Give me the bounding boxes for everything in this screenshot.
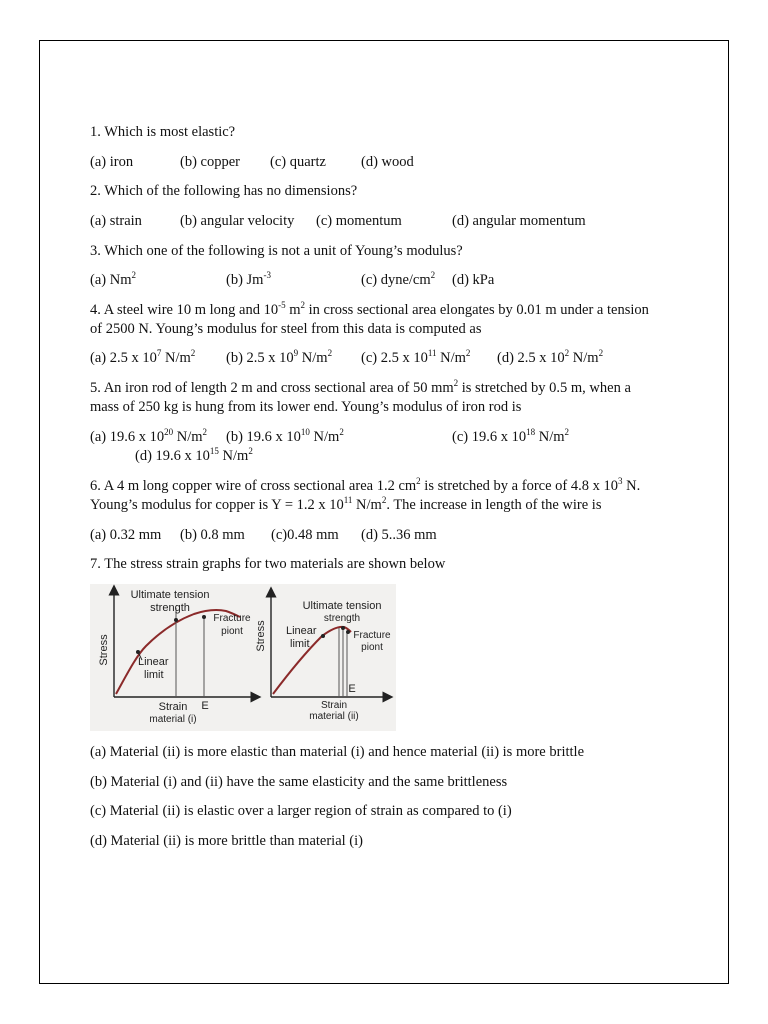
q6-option-d: (d) 5..36 mm [361, 527, 437, 543]
question-2 [90, 182, 357, 200]
question-text: Which of the following has no dimensions? [104, 183, 358, 199]
question-number: 1. [90, 124, 101, 140]
q3-option-b: (b) $Jm^{-3}$ [226, 270, 271, 288]
question-5-line-2: mass of 250 kg is hung from its lower end. Young’s modulus of iron rod is [90, 399, 522, 415]
q6-option-a: (a) 0.32 mm [90, 527, 162, 543]
svg-text:Fracture: Fracture [353, 630, 391, 641]
question-1 [90, 123, 235, 141]
svg-text:material (ii): material (ii) [309, 711, 359, 722]
svg-text:Linear: Linear [138, 656, 169, 668]
q5-option-a: (a) 19.6 x $10^{20}$ $N/m^2$ [90, 427, 207, 445]
svg-text:Linear: Linear [286, 625, 317, 637]
q4-option-d: (d) 2.5 x $10^2$ $N/m^2$ [497, 348, 604, 366]
svg-text:E: E [348, 683, 356, 695]
question-6-line-1: 6. A 4 m long copper wire of cross sectional area 1.2 $cm^2$ is stretched by a force of 4.8 x $10^3$ N. [90, 476, 641, 494]
q1-option-a: (a) iron [90, 154, 134, 170]
q2-option-c: (c) momentum [316, 213, 402, 229]
svg-text:Strain: Strain [158, 701, 188, 713]
q6-option-b: (b) 0.8 mm [180, 527, 245, 543]
q7-option-a: (a) Material (ii) is more elastic than material (i) and hence material (ii) is more brittle [90, 744, 584, 760]
svg-text:piont: piont [361, 642, 383, 653]
question-4-line-2: of 2500 N. Young’s modulus for steel from this data is computed as [90, 321, 482, 337]
question-6-line-2: Young’s modulus for copper is Y = 1.2 x $10^{11}$ $N/m^2$. The increase in length of the wire is [90, 495, 602, 513]
q2-option-b: (b) angular velocity [180, 213, 295, 229]
svg-text:Ultimate tension: Ultimate tension [130, 589, 210, 601]
stress-strain-figure [90, 584, 396, 731]
svg-text:piont: piont [221, 626, 243, 637]
q5-option-d: (d) 19.6 x $10^{15}$ $N/m^2$ [135, 446, 253, 464]
question-3 [90, 242, 463, 260]
question-text: Which is most elastic? [104, 124, 236, 140]
q4-option-a: (a) 2.5 x $10^7$ $N/m^2$ [90, 348, 196, 366]
svg-text:E: E [201, 700, 209, 712]
q7-option-c: (c) Material (ii) is elastic over a larger region of strain as compared to (i) [90, 803, 512, 819]
uts-point [341, 626, 345, 630]
fracture-point [202, 615, 206, 619]
q1-option-c: (c) quartz [270, 154, 326, 170]
question-7: 7. The stress strain graphs for two materials are shown below [90, 556, 446, 572]
q1-option-b: (b) copper [180, 154, 240, 170]
question-4-line-1: 4. A steel wire 10 m long and $10^{-5}$ $m^2$ in cross sectional area elongates by 0.01 m under a tension [90, 300, 649, 318]
question-text: Which one of the following is not a unit of Young’s modulus? [104, 243, 463, 259]
q7-option-b: (b) Material (i) and (ii) have the same elasticity and the same brittleness [90, 774, 508, 790]
q4-option-c: (c) 2.5 x $10^{11}$ $N/m^2$ [361, 348, 471, 366]
svg-text:Ultimate tension: Ultimate tension [302, 600, 382, 612]
question-number: 3. [90, 243, 101, 259]
svg-text:Stress: Stress [255, 620, 267, 652]
q5-option-b: (b) 19.6 x $10^{10}$ $N/m^2$ [226, 427, 344, 445]
svg-text:Stress: Stress [98, 634, 110, 666]
graph-material-ii [255, 592, 391, 722]
q3-option-d: (d) kPa [452, 272, 495, 288]
q4-option-b: (b) 2.5 x $10^9$ $N/m^2$ [226, 348, 333, 366]
q2-option-a: (a) strain [90, 213, 142, 229]
fracture-point [346, 630, 350, 634]
uts-point [174, 618, 178, 622]
svg-text:Fracture: Fracture [213, 613, 251, 624]
q7-option-d: (d) Material (ii) is more brittle than material (i) [90, 833, 363, 849]
q3-option-c: (c) dyne/$cm^2$ [361, 270, 436, 288]
svg-text:material (i): material (i) [149, 714, 197, 725]
q2-option-d: (d) angular momentum [452, 213, 586, 229]
graph-material-i [98, 589, 256, 725]
linear-limit-point [321, 634, 325, 638]
svg-text:strength: strength [323, 613, 361, 624]
svg-text:strength: strength [150, 602, 190, 614]
q6-option-c: (c)0.48 mm [271, 527, 339, 543]
question-5-line-1: 5. An iron rod of length 2 m and cross sectional area of 50 $mm^2$ is stretched by 0.5 m, when a [90, 378, 631, 396]
svg-text:limit: limit [290, 638, 310, 650]
svg-text:Strain: Strain [320, 700, 348, 711]
q1-option-d: (d) wood [361, 154, 414, 170]
q5-option-c: (c) 19.6 x $10^{18}$ $N/m^2$ [452, 427, 569, 445]
svg-text:limit: limit [144, 669, 164, 681]
stress-strain-graphs [90, 584, 396, 731]
q3-option-a: (a) Nm$^2$ [90, 270, 136, 288]
question-number: 2. [90, 183, 101, 199]
